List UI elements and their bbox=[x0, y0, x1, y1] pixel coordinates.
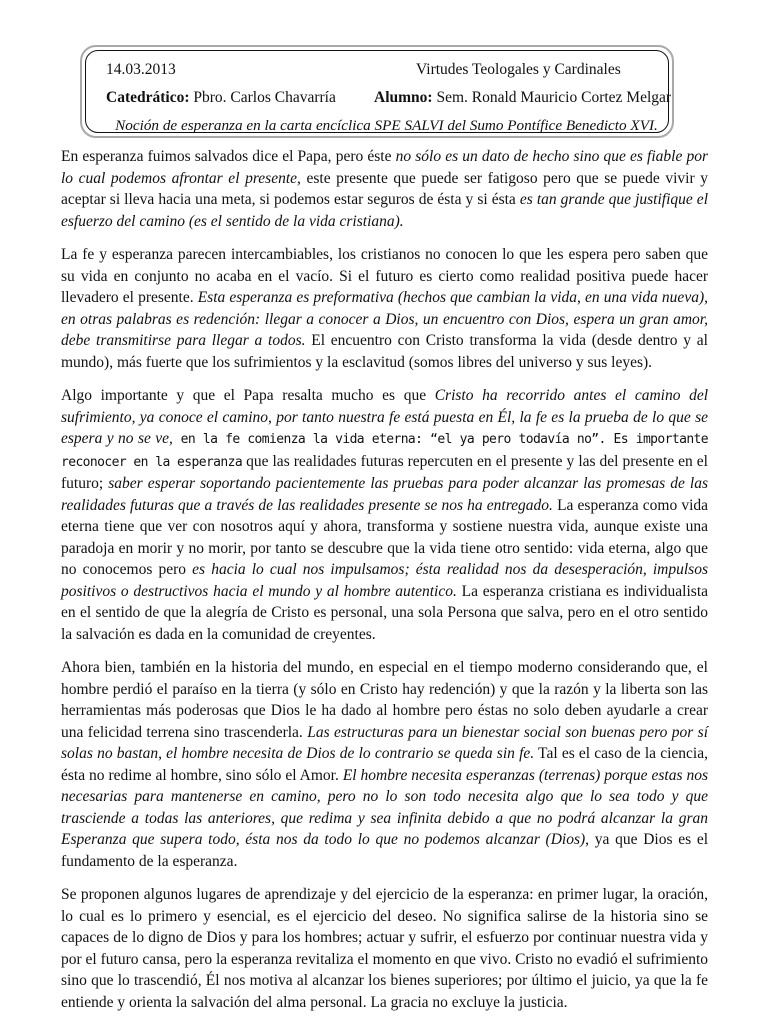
header-course-title: Virtudes Teologales y Cardinales bbox=[416, 61, 621, 78]
paragraph-segment: saber esperar soportando pacientemente las pruebas para poder alcanzar las promesas de las realidades futuras que a través de las realidades presente se nos ha entregado. bbox=[61, 475, 709, 514]
paragraph-segment: en la fe comienza la vida eterna: “el ya pero todavía no”. Es importante reconocer en la esperanza bbox=[61, 432, 708, 470]
header-professor bbox=[106, 89, 336, 107]
document-body bbox=[61, 146, 708, 1025]
paragraph-segment: El hombre necesita esperanzas (terrenas) porque estas nos necesarias para mantenerse en camino, pero no lo son todo necesita algo que lo sea todo y que trasciende a todas las anteriores, que redima y sea infinita debido a que no podrá alcanzar la gran Esperanza que supera todo, ésta nos da todo lo que no podemos alcanzar (Dios) bbox=[61, 766, 708, 848]
paragraph-segment: Cristo ha recorrido antes el camino del sufrimiento, ya conoce el camino, por tanto nuestra fe está puesta en Él, la fe es la prueba de lo que se espera y no se ve, bbox=[61, 387, 709, 447]
paragraph-segment: Ahora bien, también en la historia del mundo, en especial en el tiempo moderno considerando que, el hombre perdió el paraíso en la tierra (y sólo en Cristo hay redención) y que la razón y la liberta son las herramientas más poderosas que Dios le ha dado al hombre pero éstas no solo deben ayudarle a crear una felicidad terrena sino trascenderla. bbox=[61, 659, 708, 741]
paragraph-2 bbox=[61, 244, 708, 373]
paragraph-segment: Tal es el caso de la ciencia, ésta no redime al hombre, sino sólo el Amor. bbox=[61, 745, 708, 784]
professor-label: Catedrático: bbox=[106, 89, 190, 106]
paragraph-segment: La fe y esperanza parecen intercambiables, los cristianos no conocen lo que les espera pero saben que su vida en conjunto no acaba en el vacío. Si el futuro es cierto como realidad positiva puede hacer llevadero el presente. bbox=[61, 246, 708, 306]
student-name: Sem. Ronald Mauricio Cortez Melgar bbox=[436, 89, 672, 106]
header-student bbox=[374, 89, 671, 107]
paragraph-segment: Se proponen algunos lugares de aprendizaje y del ejercicio de la esperanza: en primer lugar, la oración, lo cual es lo primero y esencial, es el ejercicio del deseo. No significa salirse de la historia sino se capaces de lo digno de Dios y para los hombres; actuar y sufrir, el esfuerzo por continuar nuestra vida y por el futuro cansa, pero la esperanza revitaliza el momento en que vivo. Cristo no evadió el sufrimiento sino que lo trascendió, Él nos motiva al alcanzar los bienes superiores; por último el juicio, ya que la fe entiende y orienta la salvación del alma personal. La gracia no excluye la justicia. bbox=[61, 886, 708, 1011]
student-label: Alumno: bbox=[374, 89, 433, 106]
paragraph-1 bbox=[61, 146, 708, 232]
paragraph-segment: es tan grande que justifique el esfuerzo del camino (es el sentido de la vida cristiana). bbox=[61, 191, 708, 230]
paragraph-3 bbox=[61, 385, 708, 645]
paragraph-segment: Algo importante y que el Papa resalta mucho es que bbox=[61, 387, 435, 404]
paragraph-4 bbox=[61, 657, 708, 872]
paragraph-segment: El encuentro con Cristo transforma la vida (desde dentro y al mundo), más fuerte que los sufrimientos y la esclavitud (somos libres del universo y sus leyes). bbox=[61, 332, 708, 371]
paragraph-segment: no sólo es un dato de hecho sino que es fiable por lo cual podemos afrontar el presente, bbox=[61, 148, 708, 187]
header-date: 14.03.2013 bbox=[106, 61, 176, 78]
paragraph-segment: En esperanza fuimos salvados dice el Papa, pero éste bbox=[61, 148, 396, 165]
paragraph-segment: que las realidades futuras repercuten en el presente y las del presente en el futuro; bbox=[61, 452, 708, 492]
topic-text: Noción de esperanza en la carta encíclica SPE SALVI del Sumo Pontífice Benedicto XVI. bbox=[115, 117, 658, 134]
paragraph-segment: La esperanza cristiana es individualista en el sentido de que la alegría de Cristo es personal, una sola Persona que salva, pero en el otro sentido la salvación es dada en la comunidad de creyentes. bbox=[61, 582, 709, 643]
paragraph-segment: Esta esperanza es preformativa (hechos que cambian la vida, en una vida nueva), en otras palabras es redención: llegar a conocer a Dios, un encuentro con Dios, espera un gran amor, debe transmitirse para llegar a todos. bbox=[61, 289, 708, 349]
paragraph-segment: , ya que Dios es el fundamento de la esperanza. bbox=[61, 831, 708, 870]
professor-name: Pbro. Carlos Chavarría bbox=[193, 89, 336, 106]
paragraph-5 bbox=[61, 884, 708, 1013]
paragraph-segment: La esperanza como vida eterna tiene que ver con nosotros aquí y ahora, transforma y sostiene nuestra vida, aunque existe una paradoja en morir y no morir, por tanto se descubre que la vida tiene otro sentido: vida eterna, algo que no conocemos pero bbox=[61, 496, 709, 578]
paragraph-segment: es hacia lo cual nos impulsamos; ésta realidad nos da desesperación, impulsos positivos o destructivos hacia el mundo y al hombre autentico. bbox=[61, 561, 708, 600]
paragraph-segment: Las estructuras para un bienestar social son buenas pero por sí solas no bastan, el hombre necesita de Dios de lo contrario se queda sin fe. bbox=[61, 723, 708, 762]
header-topic bbox=[0, 117, 768, 135]
paragraph-segment: este presente que puede ser fatigoso pero que se puede vivir y aceptar si lleva hacia una meta, si podemos estar seguros de ésta y si ésta bbox=[61, 169, 708, 208]
